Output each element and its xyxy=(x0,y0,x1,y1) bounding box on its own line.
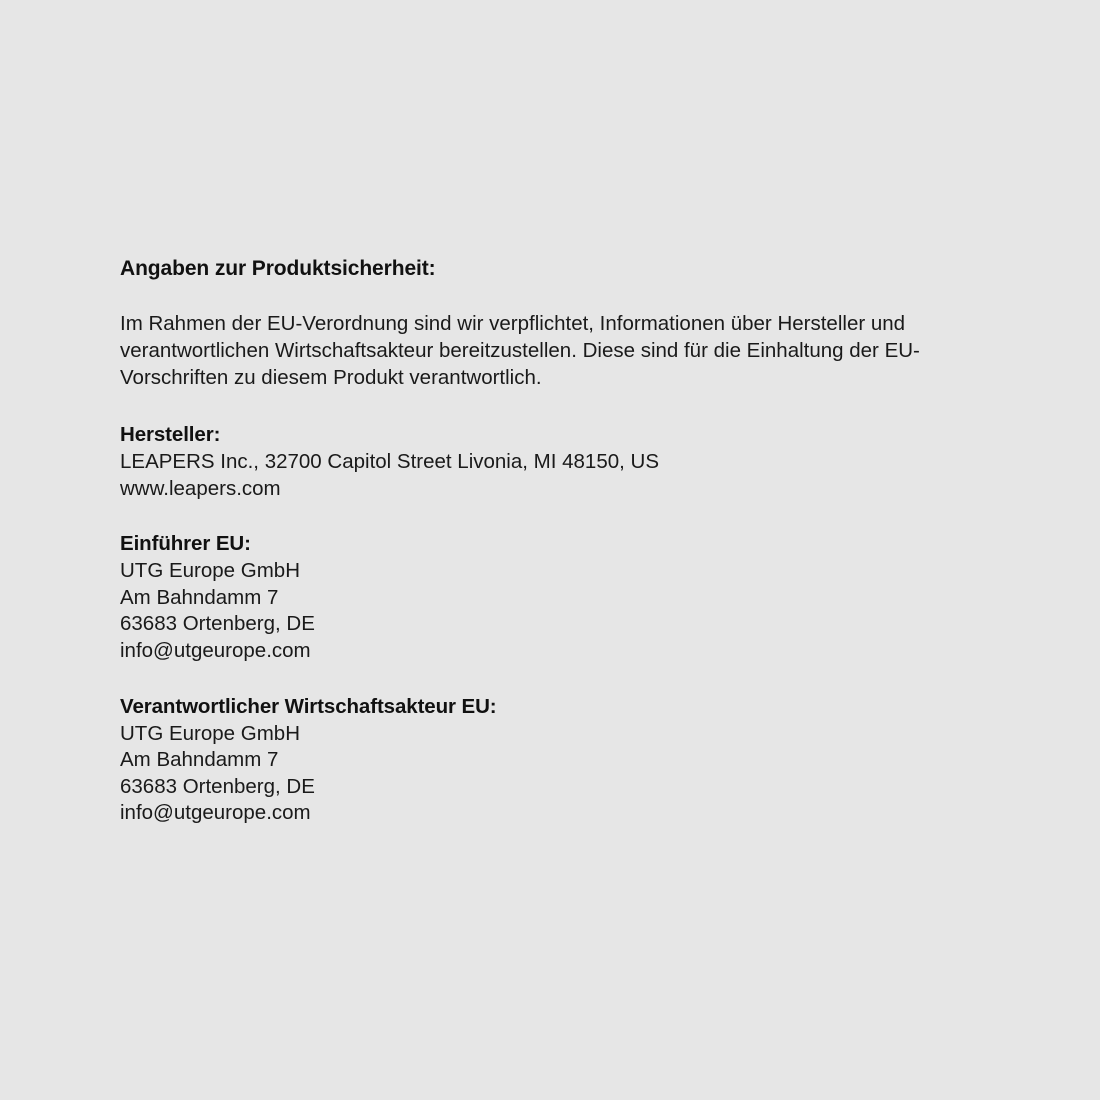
intro-paragraph: Im Rahmen der EU-Verordnung sind wir verpflichtet, Informationen über Hersteller und verantwortlichen Wirtschaftsakteur bereitzustellen. Diese sind für die Einhaltung der EU-Vorschriften zu diesem Produkt verantwortlich. xyxy=(120,312,920,389)
eu-responsible-person-heading: Verantwortlicher Wirtschaftsakteur EU: xyxy=(120,694,497,718)
eu-responsible-person-section xyxy=(120,693,980,827)
page-title: Angaben zur Produktsicherheit: xyxy=(120,257,436,280)
eu-responsible-person-company: UTG Europe GmbH xyxy=(120,721,300,745)
eu-importer-section xyxy=(120,530,980,664)
eu-importer-email: info@utgeurope.com xyxy=(120,638,311,662)
eu-responsible-person-street: Am Bahndamm 7 xyxy=(120,748,279,772)
eu-importer-company: UTG Europe GmbH xyxy=(120,559,300,583)
manufacturer-heading: Hersteller: xyxy=(120,423,221,446)
manufacturer-section xyxy=(120,421,980,502)
eu-responsible-person-email: info@utgeurope.com xyxy=(120,801,311,825)
manufacturer-website: www.leapers.com xyxy=(120,476,281,500)
eu-importer-heading: Einführer EU: xyxy=(120,532,251,556)
manufacturer-address: LEAPERS Inc., 32700 Capitol Street Livonia, MI 48150, US xyxy=(120,450,659,473)
eu-importer-city: 63683 Ortenberg, DE xyxy=(120,612,315,636)
eu-responsible-person-city: 63683 Ortenberg, DE xyxy=(120,774,315,798)
document-content xyxy=(120,255,980,827)
eu-importer-street: Am Bahndamm 7 xyxy=(120,585,279,609)
